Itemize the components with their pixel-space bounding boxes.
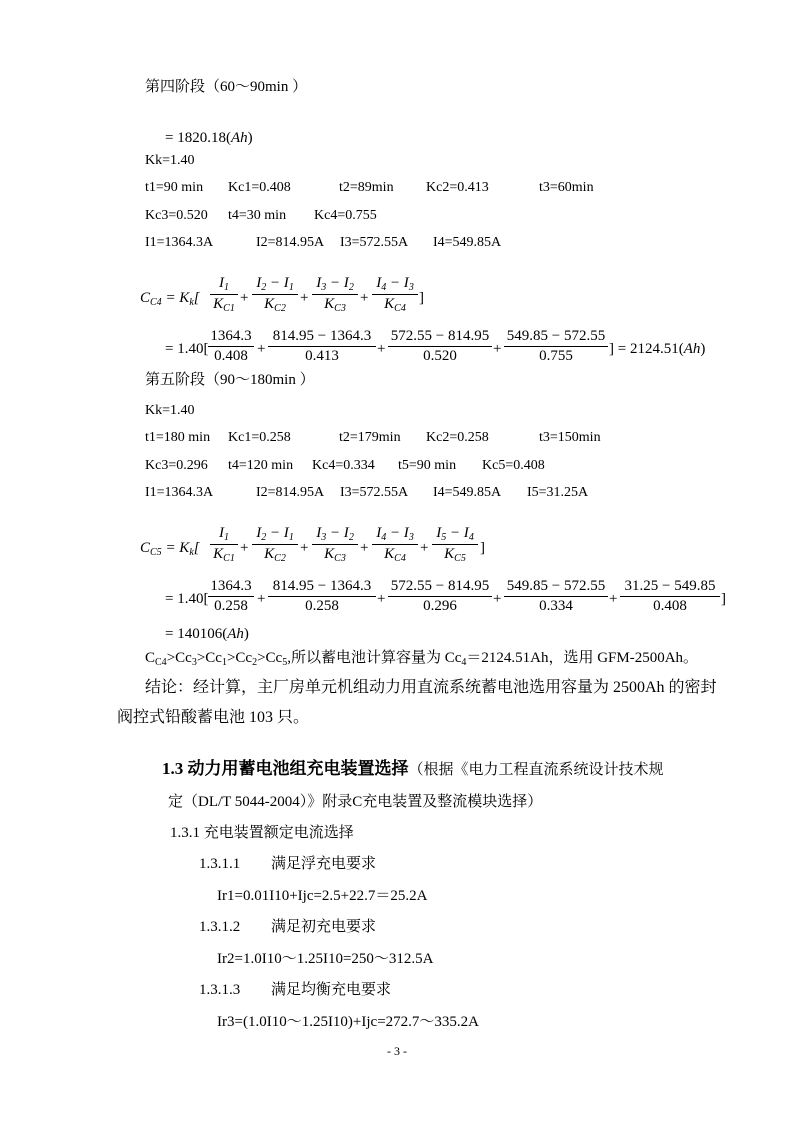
bracket-close: ] [480, 540, 485, 556]
stage4-i4: I4=549.85A [433, 235, 502, 250]
item-1-formula: Ir1=0.01I10+Ijc=2.5+22.7＝25.2A [217, 888, 428, 904]
stage4-frac-2: $I_2 - I_1$ $K_{C2}$ [252, 275, 298, 314]
plus-sign: + [360, 290, 369, 306]
item-3-label: 满足均衡充电要求 [271, 982, 392, 998]
item-2-label: 满足初充电要求 [271, 919, 377, 935]
stage4-i1: I1=1364.3A [145, 235, 214, 250]
plus-sign: + [240, 290, 249, 306]
stage5-kc5: Kc5=0.408 [482, 458, 545, 473]
plus-sign: + [300, 290, 309, 306]
subsection-title: 1.3.1 充电装置额定电流选择 [170, 825, 354, 841]
bracket-close: ] [419, 290, 424, 306]
plus-sign: + [493, 591, 502, 607]
stage4-t3: t3=60min [539, 180, 594, 195]
plus-sign: + [609, 591, 618, 607]
stage4-numfrac-3: 572.55 − 814.95 0.520 [388, 328, 492, 364]
plus-sign: + [360, 540, 369, 556]
stage5-num-prefix: = 1.40[ [165, 591, 209, 607]
stage5-kc4: Kc4=0.334 [312, 458, 375, 473]
item-2-num: 1.3.1.2 [199, 919, 241, 935]
plus-sign: + [257, 341, 266, 357]
stage4-t2: t2=89min [339, 180, 394, 195]
stage4-num-result: ] = 2124.51(Ah) [609, 341, 706, 357]
stage4-t4: t4=30 min [228, 208, 287, 223]
stage5-num-result: = 140106(Ah) [165, 626, 249, 642]
item-1-label: 满足浮充电要求 [271, 856, 377, 872]
stage4-frac-1: $I_1$ $K_{C1}$ [210, 275, 238, 314]
plus-sign: + [420, 540, 429, 556]
stage5-frac-1: $I_1$ $K_{C1}$ [210, 525, 238, 564]
stage5-formula-lhs: $C_{C5} = K_k$[ [140, 540, 200, 558]
stage4-kc2: Kc2=0.413 [426, 180, 489, 195]
stage5-frac-4: $I_4 - I_3$ $K_{C4}$ [372, 525, 418, 564]
stage4-numfrac-2: 814.95 − 1364.3 0.413 [268, 328, 376, 364]
plus-sign: + [300, 540, 309, 556]
stage5-frac-5: $I_5 - I_4$ $K_{C5}$ [432, 525, 478, 564]
stage5-frac-2: $I_2 - I_1$ $K_{C2}$ [252, 525, 298, 564]
stage5-numfrac-2: 814.95 − 1364.3 0.258 [268, 578, 376, 614]
stage4-i2: I2=814.95A [256, 235, 325, 250]
stage5-heading: 第五阶段（90～180min ） [145, 372, 315, 388]
stage5-i2: I2=814.95A [256, 485, 325, 500]
item-3-formula: Ir3=(1.0I10～1.25I10)+Ijc=272.7～335.2A [217, 1014, 480, 1030]
stage5-i5: I5=31.25A [527, 485, 589, 500]
stage4-frac-4: $I_4 - I_3$ $K_{C4}$ [372, 275, 418, 314]
conclusion-line-2: 阀控式铅酸蓄电池 103 只。 [117, 709, 310, 726]
stage4-kk: Kk=1.40 [145, 153, 195, 168]
stage4-i3: I3=572.55A [340, 235, 409, 250]
stage5-numfrac-1: 1364.3 0.258 [208, 578, 254, 614]
stage4-kc3: Kc3=0.520 [145, 208, 208, 223]
bracket-close: ] [721, 591, 726, 607]
stage5-i1: I1=1364.3A [145, 485, 214, 500]
stage4-num-prefix: = 1.40[ [165, 341, 209, 357]
plus-sign: + [493, 341, 502, 357]
stage5-numfrac-3: 572.55 − 814.95 0.296 [388, 578, 492, 614]
stage5-frac-3: $I_3 - I_2$ $K_{C3}$ [312, 525, 358, 564]
stage5-t1: t1=180 min [145, 430, 211, 445]
stage4-t1: t1=90 min [145, 180, 204, 195]
page-number: - 3 - [387, 1044, 407, 1058]
stage5-t5: t5=90 min [398, 458, 457, 473]
stage4-kc1: Kc1=0.408 [228, 180, 291, 195]
plus-sign: + [377, 591, 386, 607]
stage5-numfrac-5: 31.25 − 549.85 0.408 [620, 578, 720, 614]
stage4-numfrac-4: 549.85 − 572.55 0.755 [504, 328, 608, 364]
stage5-t4: t4=120 min [228, 458, 294, 473]
stage4-numfrac-1: 1364.3 0.408 [208, 328, 254, 364]
item-3-num: 1.3.1.3 [199, 982, 241, 998]
item-2-formula: Ir2=1.0I10～1.25I10=250～312.5A [217, 951, 434, 967]
stage5-kk: Kk=1.40 [145, 403, 195, 418]
stage5-t2: t2=179min [339, 430, 401, 445]
stage4-formula-lhs: $C_{C4} = K_k$[ [140, 290, 200, 308]
stage5-numfrac-4: 549.85 − 572.55 0.334 [504, 578, 608, 614]
stage4-kc4: Kc4=0.755 [314, 208, 377, 223]
stage5-kc3: Kc3=0.296 [145, 458, 208, 473]
stage5-i4: I4=549.85A [433, 485, 502, 500]
stage5-t3: t3=150min [539, 430, 601, 445]
stage3-result: = 1820.18(Ah) [165, 130, 253, 146]
section-title: 1.3 动力用蓄电池组充电装置选择（根据《电力工程直流系统设计技术规 [162, 759, 664, 778]
plus-sign: + [257, 591, 266, 607]
stage4-frac-3: $I_3 - I_2$ $K_{C3}$ [312, 275, 358, 314]
stage5-kc1: Kc1=0.258 [228, 430, 291, 445]
stage4-heading: 第四阶段（60～90min ） [145, 79, 308, 95]
capacity-comparison: $C_{C4}>Cc_3>Cc_1>Cc_2>Cc_5$,所以蓄电池计算容量为 $Cc_4=2124.51Ah$，选用 GFM-2500Ah。 [145, 650, 699, 668]
plus-sign: + [377, 341, 386, 357]
conclusion-line-1: 结论：经计算，主厂房单元机组动力用直流系统蓄电池选用容量为 2500Ah 的密封 [145, 679, 717, 696]
stage5-i3: I3=572.55A [340, 485, 409, 500]
stage5-kc2: Kc2=0.258 [426, 430, 489, 445]
section-title-cont: 定（DL/T 5044-2004）》附录C充电装置及整流模块选择） [168, 794, 543, 810]
item-1-num: 1.3.1.1 [199, 856, 241, 872]
plus-sign: + [240, 540, 249, 556]
